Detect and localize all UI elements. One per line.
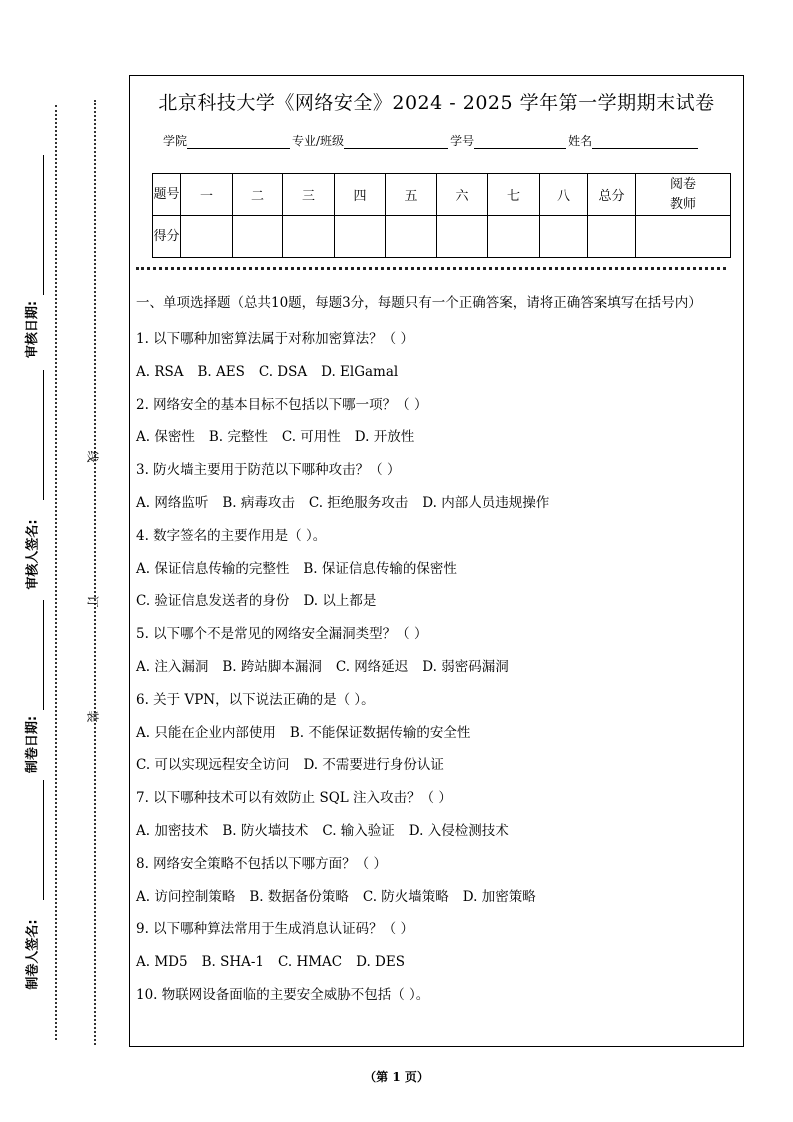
major-class-blank[interactable] [344, 134, 448, 149]
compile-date-label: 制卷日期: [25, 715, 41, 774]
question-3: 3. 防火墙主要用于防范以下哪种攻击？（ ） [136, 462, 401, 479]
option: C. 拒绝服务攻击 [308, 494, 409, 511]
reviewer-signature-blank [43, 370, 44, 500]
score-header: 得分 [153, 216, 181, 258]
option: A. 访问控制策略 [136, 888, 236, 905]
question-section [136, 292, 736, 1012]
question-4: 4. 数字签名的主要作用是（ ）。 [136, 527, 327, 544]
option: A. RSA [136, 363, 184, 380]
question-5: 5. 以下哪个不是常见的网络安全漏洞类型？（ ） [136, 626, 428, 643]
score-cell[interactable] [283, 216, 335, 258]
score-cell[interactable] [488, 216, 540, 258]
section-title: 一、单项选择题（总共10题，每题3分，每题只有一个正确答案，请将正确答案填写在括号内） [136, 295, 702, 311]
score-col-5: 五 [386, 174, 437, 216]
option: C. 输入验证 [322, 822, 395, 839]
dotted-separator [136, 267, 726, 270]
score-col-6: 六 [437, 174, 488, 216]
exam-frame [129, 75, 744, 1047]
option: A. 只能在企业内部使用 [136, 724, 276, 741]
question-8: 8. 网络安全策略不包括以下哪方面？（ ） [136, 855, 387, 872]
score-cell[interactable] [540, 216, 588, 258]
score-col-grader [636, 174, 731, 216]
exam-title: 北京科技大学《网络安全》2024 - 2025 学年第一学期期末试卷 [158, 92, 715, 114]
score-cell-grader[interactable] [636, 216, 731, 258]
option: B. AES [197, 363, 245, 380]
score-col-7: 七 [488, 174, 540, 216]
option: D. 弱密码漏洞 [422, 658, 509, 675]
question-8-options [136, 881, 736, 914]
option: C. 防火墙策略 [362, 888, 449, 905]
option: D. 入侵检测技术 [408, 822, 509, 839]
student-id-blank[interactable] [474, 134, 566, 149]
review-date-label: 审核日期: [25, 300, 41, 359]
college-blank[interactable] [187, 134, 290, 149]
seal-mark-install: 装 [85, 710, 100, 723]
question-4-options-b [136, 585, 736, 618]
question-9: 9. 以下哪种算法常用于生成消息认证码？（ ） [136, 921, 414, 938]
option: D. 加密策略 [462, 888, 536, 905]
option: C. 网络延迟 [335, 658, 409, 675]
reviewer-signature-label: 审核人签名: [25, 519, 41, 590]
grader-header-text: 阅卷教师 [669, 176, 696, 212]
score-col-1: 一 [181, 174, 233, 216]
option: A. 保密性 [136, 429, 195, 446]
question-6-options-a [136, 717, 736, 750]
compiler-signature-label: 制卷人签名: [25, 919, 41, 990]
question-9-options [136, 946, 736, 979]
question-2: 2. 网络安全的基本目标不包括以下哪一项？（ ） [136, 396, 428, 413]
seal-mark-line: 线 [85, 450, 100, 463]
question-7-options [136, 815, 736, 848]
option: B. SHA-1 [201, 954, 265, 971]
option: D. ElGamal [321, 363, 399, 380]
question-7: 7. 以下哪种技术可以有效防止 SQL 注入攻击？（ ） [136, 790, 452, 807]
name-blank[interactable] [592, 134, 698, 149]
option: C. DSA [258, 363, 308, 380]
option: B. 数据备份策略 [249, 888, 349, 905]
page-number: （第 1 页） [364, 1070, 429, 1084]
question-3-options [136, 487, 736, 520]
option: B. 完整性 [208, 429, 268, 446]
score-cell[interactable] [233, 216, 283, 258]
score-table-header-row [153, 174, 731, 216]
name-label: 姓名 [568, 134, 593, 148]
option: D. 不需要进行身份认证 [303, 757, 444, 774]
option: C. 可以实现远程安全访问 [136, 757, 290, 774]
question-1-options [136, 356, 736, 389]
score-col-total: 总分 [588, 174, 636, 216]
question-6-options-b [136, 749, 736, 782]
binding-dotted-line-left [55, 105, 57, 1040]
score-cell-total[interactable] [588, 216, 636, 258]
option: D. 以上都是 [303, 593, 377, 610]
option: A. 网络监听 [136, 494, 209, 511]
option: C. HMAC [278, 954, 343, 971]
score-cell[interactable] [437, 216, 488, 258]
binding-margin [0, 0, 128, 1122]
score-cell[interactable] [181, 216, 233, 258]
question-5-options [136, 651, 736, 684]
question-number-header: 题号 [153, 174, 181, 216]
compile-date-blank [43, 600, 44, 710]
review-date-blank [43, 155, 44, 295]
option: B. 保证信息传输的保密性 [303, 560, 457, 577]
option: C. 可用性 [281, 429, 341, 446]
option: C. 验证信息发送者的身份 [136, 593, 290, 610]
student-info-row [163, 132, 700, 149]
score-col-4: 四 [335, 174, 386, 216]
option: B. 防火墙技术 [222, 822, 309, 839]
option: A. 保证信息传输的完整性 [136, 560, 290, 577]
question-1: 1. 以下哪种加密算法属于对称加密算法？（ ） [136, 331, 414, 347]
option: D. 内部人员违规操作 [422, 494, 550, 511]
option: B. 不能保证数据传输的安全性 [289, 724, 471, 741]
major-class-label: 专业/班级 [292, 134, 345, 148]
score-table-score-row [153, 216, 731, 258]
question-6: 6. 关于 VPN，以下说法正确的是（ ）。 [136, 691, 375, 708]
score-cell[interactable] [386, 216, 437, 258]
option: D. 开放性 [354, 429, 415, 446]
student-id-label: 学号 [450, 134, 475, 148]
binding-dotted-line-right [94, 100, 96, 1045]
option: D. DES [356, 954, 405, 971]
option: A. 加密技术 [136, 822, 209, 839]
question-4-options-a [136, 553, 736, 586]
option: A. MD5 [136, 954, 188, 971]
score-col-3: 三 [283, 174, 335, 216]
compiler-signature-blank [43, 780, 44, 900]
option: A. 注入漏洞 [136, 658, 209, 675]
score-cell[interactable] [335, 216, 386, 258]
score-table [152, 173, 731, 258]
option: B. 跨站脚本漏洞 [222, 658, 322, 675]
score-col-2: 二 [233, 174, 283, 216]
college-label: 学院 [163, 134, 188, 148]
score-col-8: 八 [540, 174, 588, 216]
question-2-options [136, 421, 736, 454]
seal-mark-bind: 订 [85, 595, 100, 608]
question-10: 10. 物联网设备面临的主要安全威胁不包括（ ）。 [136, 986, 430, 1003]
option: B. 病毒攻击 [222, 494, 295, 511]
